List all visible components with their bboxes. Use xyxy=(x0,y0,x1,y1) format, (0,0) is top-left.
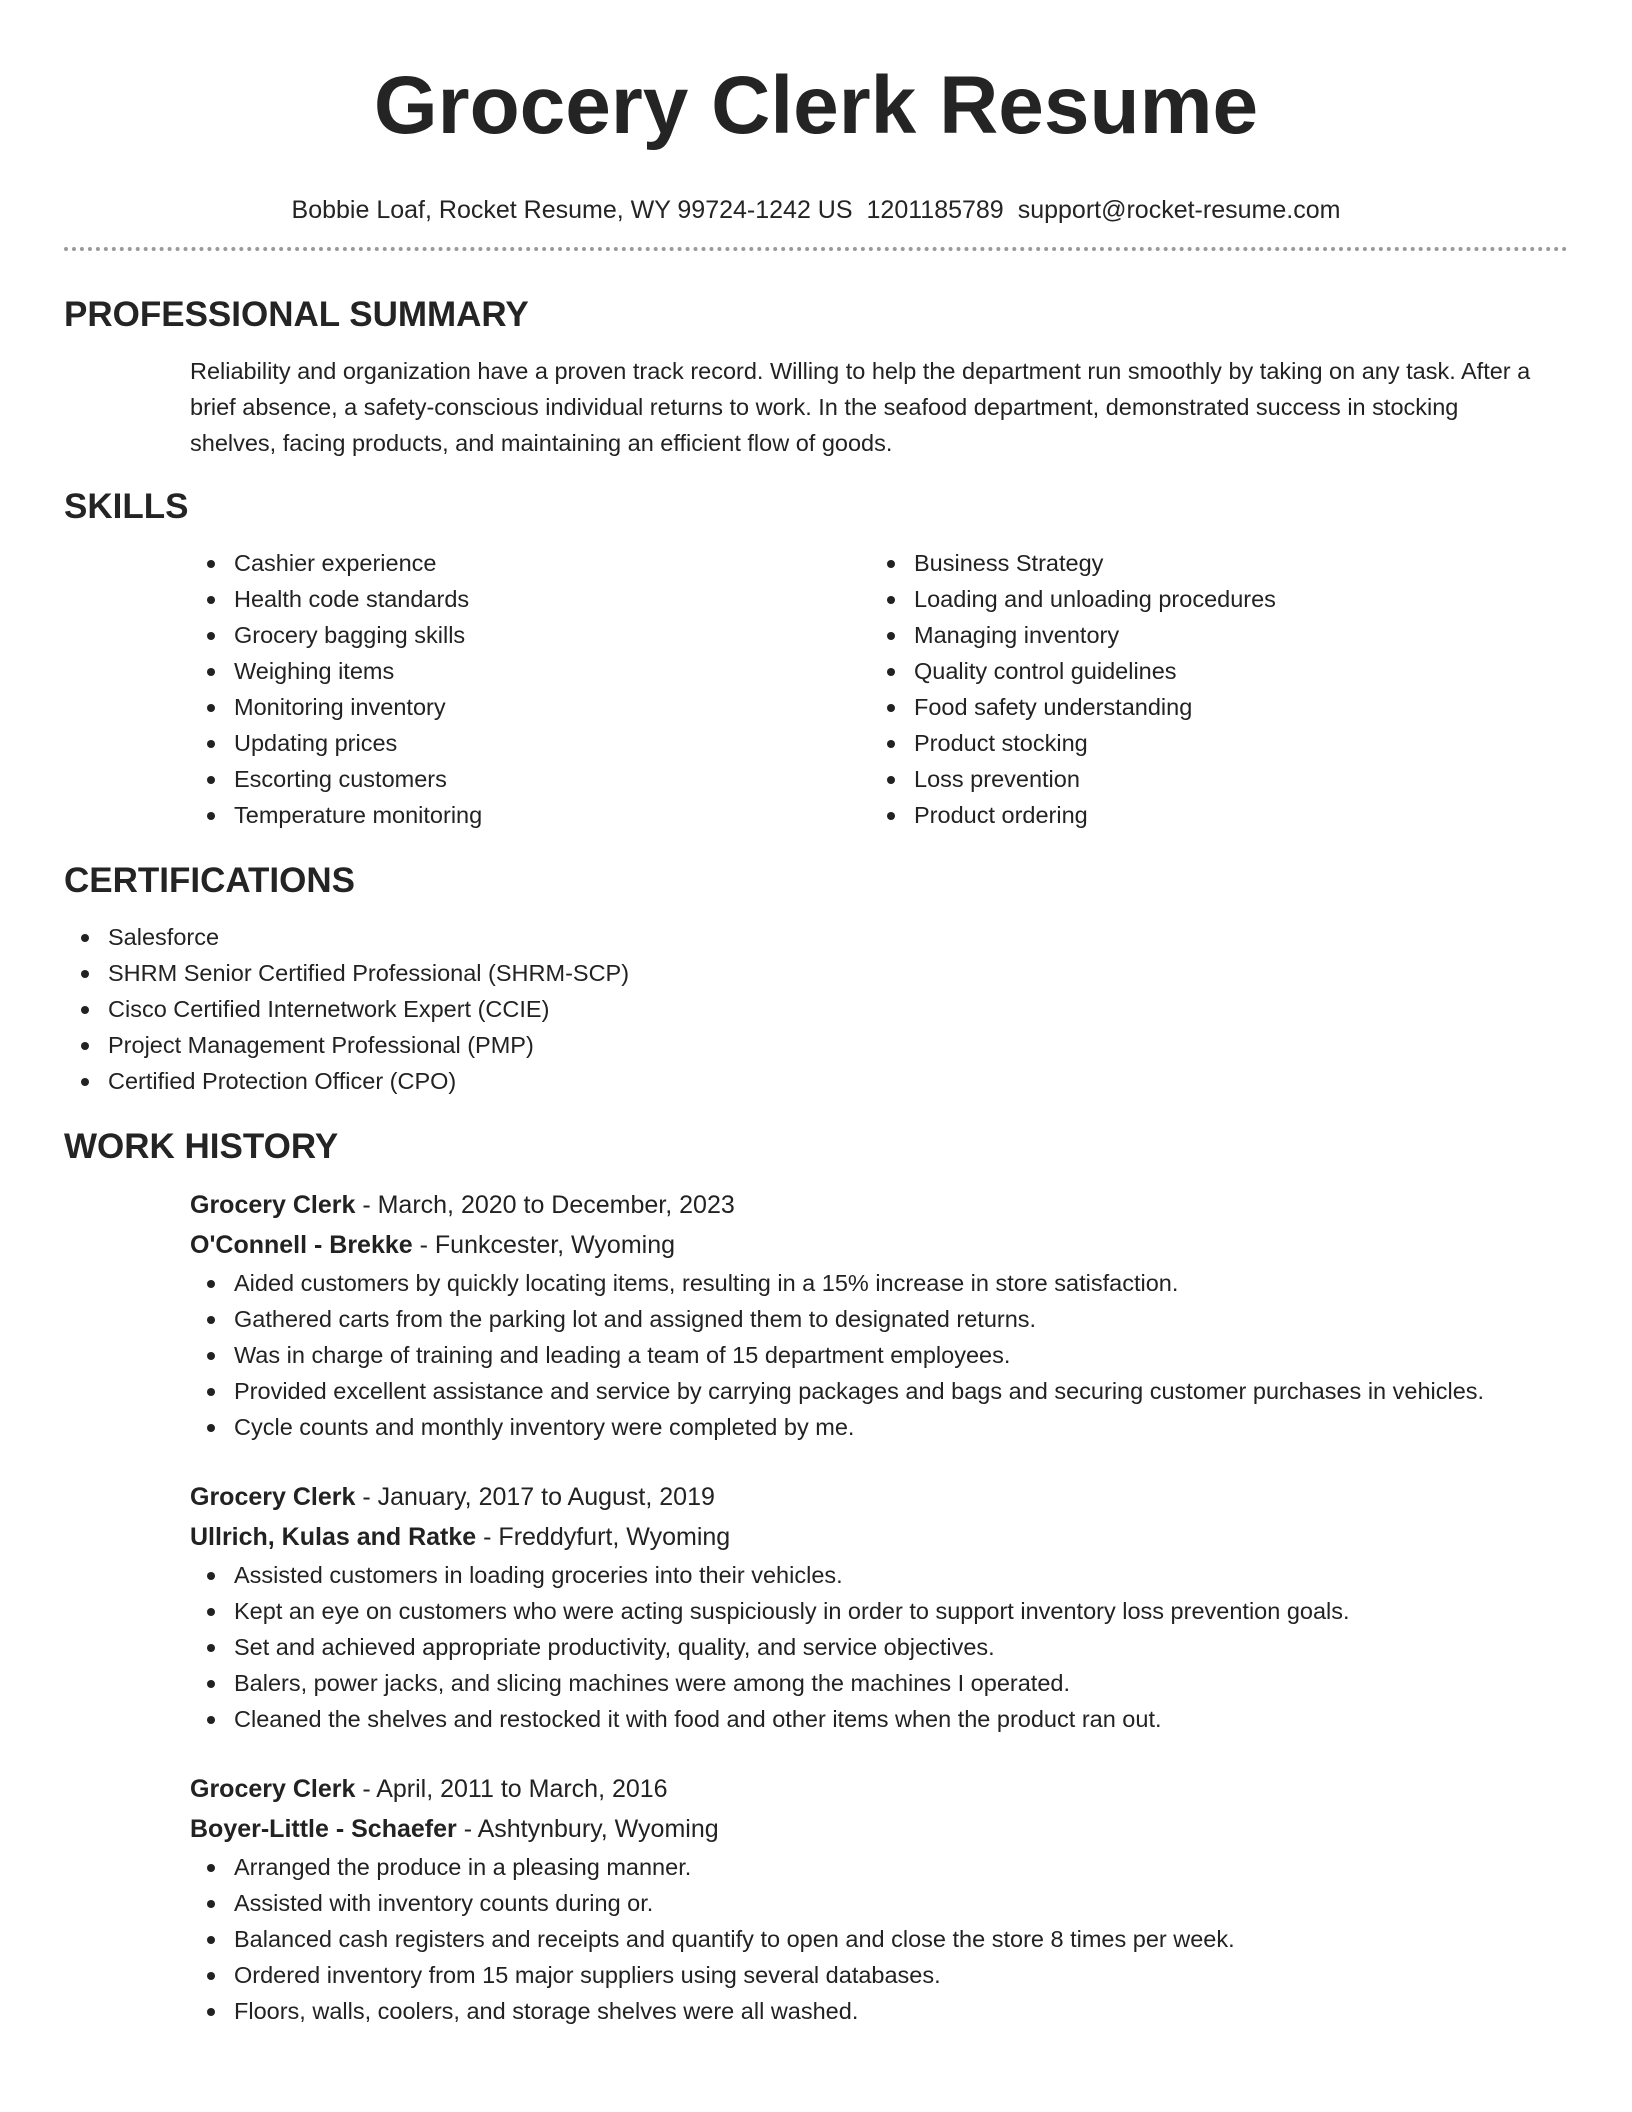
summary-heading: PROFESSIONAL SUMMARY xyxy=(64,295,529,334)
certification-item: Certified Protection Officer (CPO) xyxy=(64,1063,1568,1099)
skill-item: Managing inventory xyxy=(870,617,1550,653)
skill-item: Grocery bagging skills xyxy=(190,617,870,653)
job-company: O'Connell - Brekke xyxy=(190,1231,413,1259)
contact-email: support@rocket-resume.com xyxy=(1017,196,1341,224)
job-entry xyxy=(64,1185,1568,1445)
skills-section xyxy=(64,485,1568,833)
job-company: Ullrich, Kulas and Ratke xyxy=(190,1523,477,1551)
job-title: Grocery Clerk xyxy=(190,1775,356,1803)
skill-item: Food safety understanding xyxy=(870,689,1550,725)
job-location: - Freddyfurt, Wyoming xyxy=(476,1523,731,1551)
job-title-line xyxy=(190,1769,1568,1809)
header-divider xyxy=(64,247,1568,251)
skill-item: Weighing items xyxy=(190,653,870,689)
work-history-section xyxy=(64,1125,1568,2029)
summary-section xyxy=(64,293,1568,461)
skill-item: Quality control guidelines xyxy=(870,653,1550,689)
job-duty: Set and achieved appropriate productivity, quality, and service objectives. xyxy=(190,1629,1568,1665)
job-duty: Arranged the produce in a pleasing manner. xyxy=(190,1849,1568,1885)
work-history-heading: WORK HISTORY xyxy=(64,1127,339,1166)
skill-item: Loading and unloading procedures xyxy=(870,581,1550,617)
job-duties-list xyxy=(190,1849,1568,2029)
job-duty: Floors, walls, coolers, and storage shelves were all washed. xyxy=(190,1993,1568,2029)
job-duty: Cycle counts and monthly inventory were completed by me. xyxy=(190,1409,1568,1445)
contact-phone: 1201185789 xyxy=(866,196,1004,224)
job-title: Grocery Clerk xyxy=(190,1191,356,1219)
job-location: - Ashtynbury, Wyoming xyxy=(456,1815,719,1843)
page-title: Grocery Clerk Resume xyxy=(373,60,1259,151)
job-duty: Balanced cash registers and receipts and quantify to open and close the store 8 times per week. xyxy=(190,1921,1568,1957)
job-title: Grocery Clerk xyxy=(190,1483,356,1511)
job-entry xyxy=(64,1769,1568,2029)
job-dates: - January, 2017 to August, 2019 xyxy=(355,1483,715,1511)
summary-text: Reliability and organization have a proven track record. Willing to help the department run smoothly by taking on any task. After a brief absence, a safety-conscious individual returns to work. In the seafood department, demonstrated success in stocking shelves, facing products, and maintaining an efficient flow of goods. xyxy=(190,358,1531,456)
skills-list-left xyxy=(190,545,870,833)
job-duties-list xyxy=(190,1557,1568,1737)
skill-item: Temperature monitoring xyxy=(190,797,870,833)
certification-item: Salesforce xyxy=(64,919,1568,955)
certifications-list xyxy=(64,919,1568,1099)
certifications-section xyxy=(64,859,1568,1099)
certification-item: Cisco Certified Internetwork Expert (CCIE) xyxy=(64,991,1568,1027)
skill-item: Updating prices xyxy=(190,725,870,761)
job-location: - Funkcester, Wyoming xyxy=(412,1231,676,1259)
skills-heading: SKILLS xyxy=(64,487,189,526)
job-company: Boyer-Little - Schaefer xyxy=(190,1815,457,1843)
skill-item: Health code standards xyxy=(190,581,870,617)
job-company-line xyxy=(190,1225,1568,1265)
job-dates: - April, 2011 to March, 2016 xyxy=(355,1775,668,1803)
skills-grid xyxy=(64,545,1568,833)
skill-item: Business Strategy xyxy=(870,545,1550,581)
contact-line xyxy=(64,194,1568,226)
job-duty: Aided customers by quickly locating items, resulting in a 15% increase in store satisfaction. xyxy=(190,1265,1568,1301)
job-title-line xyxy=(190,1185,1568,1225)
skill-item: Loss prevention xyxy=(870,761,1550,797)
job-duty: Kept an eye on customers who were acting suspiciously in order to support inventory loss prevention goals. xyxy=(190,1593,1568,1629)
contact-address: Bobbie Loaf, Rocket Resume, WY 99724-1242 US xyxy=(291,196,853,224)
job-duty: Provided excellent assistance and service by carrying packages and bags and securing customer purchases in vehicles. xyxy=(190,1373,1568,1409)
job-dates: - March, 2020 to December, 2023 xyxy=(355,1191,735,1219)
job-company-line xyxy=(190,1809,1568,1849)
skill-item: Product stocking xyxy=(870,725,1550,761)
job-duty: Gathered carts from the parking lot and assigned them to designated returns. xyxy=(190,1301,1568,1337)
job-duty: Was in charge of training and leading a team of 15 department employees. xyxy=(190,1337,1568,1373)
skill-item: Monitoring inventory xyxy=(190,689,870,725)
job-duty: Assisted with inventory counts during or. xyxy=(190,1885,1568,1921)
skill-item: Product ordering xyxy=(870,797,1550,833)
job-duties-list xyxy=(190,1265,1568,1445)
job-company-line xyxy=(190,1517,1568,1557)
certification-item: SHRM Senior Certified Professional (SHRM-SCP) xyxy=(64,955,1568,991)
job-title-line xyxy=(190,1477,1568,1517)
job-duty: Assisted customers in loading groceries into their vehicles. xyxy=(190,1557,1568,1593)
job-duty: Balers, power jacks, and slicing machines were among the machines I operated. xyxy=(190,1665,1568,1701)
skills-list-right xyxy=(870,545,1550,833)
certifications-heading: CERTIFICATIONS xyxy=(64,861,356,900)
job-entry xyxy=(64,1477,1568,1737)
job-duty: Ordered inventory from 15 major suppliers using several databases. xyxy=(190,1957,1568,1993)
skill-item: Cashier experience xyxy=(190,545,870,581)
job-duty: Cleaned the shelves and restocked it with food and other items when the product ran out. xyxy=(190,1701,1568,1737)
certification-item: Project Management Professional (PMP) xyxy=(64,1027,1568,1063)
skill-item: Escorting customers xyxy=(190,761,870,797)
